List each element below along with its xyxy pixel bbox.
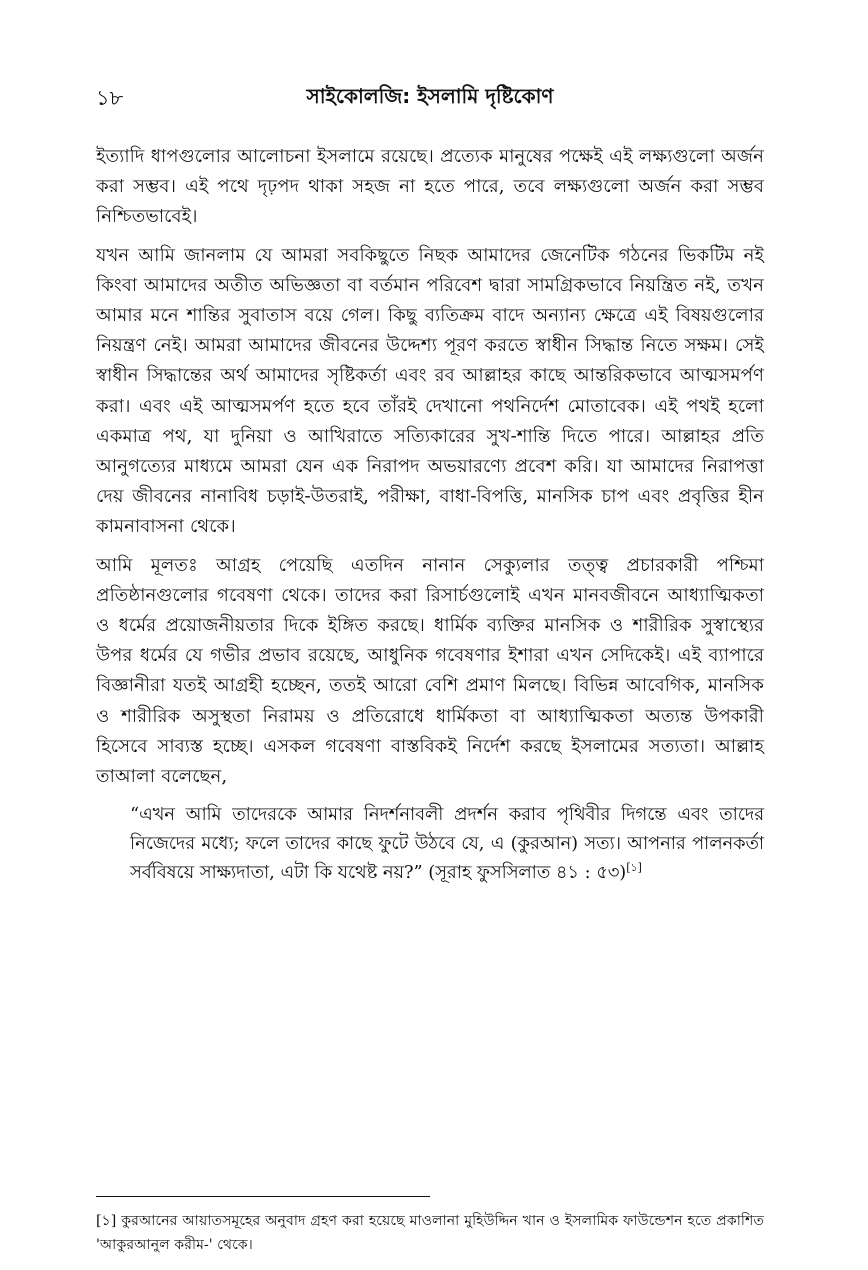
page-header xyxy=(96,82,764,118)
quran-quote xyxy=(130,800,764,887)
paragraph-3: আমি মূলতঃ আগ্রহ পেয়েছি এতদিন নানান সেক্যুলার তত্ত্ব প্রচারকারী পশ্চিমা প্রতিষ্ঠানগুলোর গবেষণা থেকে। তাদের করা রিসার্চগুলোই এখন মানবজীবনে আধ্যাত্মিকতা ও ধর্মের প্রয়োজনীয়তার দিকে ইঙ্গিত করছে। ধার্মিক ব্যক্তির মানসিক ও শারীরিক সুস্বাস্থ্যের উপর ধর্মের যে গভীর প্রভাব রয়েছে, আধুনিক গবেষণার ইশারা এখন সেদিকেই। এই ব্যাপারে বিজ্ঞানীরা যতই আগ্রহী হচ্ছেন, ততই আরো বেশি প্রমাণ মিলছে। বিভিন্ন আবেগিক, মানসিক ও শারীরিক অসুস্থতা নিরাময় ও প্রতিরোধে ধার্মিকতা বা আধ্যাত্মিকতা অত্যন্ত উপকারী হিসেবে সাব্যস্ত হচ্ছে। এসকল গবেষণা বাস্তবিকই নির্দেশ করছে ইসলামের সত্যতা। আল্লাহ তাআলা বলেছেন, xyxy=(96,554,764,788)
footnote: [১] কুরআনের আয়াতসমূহের অনুবাদ গ্রহণ করা হয়েছে মাওলানা মুহিউদ্দিন খান ও ইসলামিক ফাউন্ডেশন হতে প্রকাশিত 'আকুরআনুল করীম-' থেকে। xyxy=(96,1213,764,1253)
paragraph-1: ইত্যাদি ধাপগুলোর আলোচনা ইসলামে রয়েছে। প্রত্যেক মানুষের পক্ষেই এই লক্ষ্যগুলো অর্জন করা সম্ভব। এই পথে দৃঢ়পদ থাকা সহজ না হতে পারে, তবে লক্ষ্যগুলো অর্জন করা সম্ভব নিশ্চিতভাবেই। xyxy=(96,146,764,228)
footnote-divider xyxy=(96,1196,430,1197)
paragraph-2: যখন আমি জানলাম যে আমরা সবকিছুতে নিছক আমাদের জেনেটিক গঠনের ভিকটিম নই কিংবা আমাদের অতীত অভিজ্ঞতা বা বর্তমান পরিবেশ দ্বারা সামগ্রিকভাবে নিয়ন্ত্রিত নই, তখন আমার মনে শান্তির সুবাতাস বয়ে গেল। কিছু ব্যতিক্রম বাদে অন্যান্য ক্ষেত্রে এই বিষয়গুলোর নিয়ন্ত্রণ নেই। আমরা আমাদের জীবনের উদ্দেশ্য পূরণ করতে স্বাধীন সিদ্ধান্ত নিতে সক্ষম। সেই স্বাধীন সিদ্ধান্তের অর্থ আমাদের সৃষ্টিকর্তা এবং রব আল্লাহর কাছে আন্তরিকভাবে আত্মসমর্পণ করা। এবং এই আত্মসমর্পণ হতে হবে তাঁরই দেখানো পথনির্দেশ মোতাবেক। এই পথই হলো একমাত্র পথ, যা দুনিয়া ও আখিরাতে সত্যিকারের সুখ-শান্তি দিতে পারে। আল্লাহর প্রতি আনুগত্যের মাধ্যমে আমরা যেন এক নিরাপদ অভয়ারণ্যে প্রবেশ করি। যা আমাদের নিরাপত্তা দেয় জীবনের নানাবিধ চড়াই-উতরাই, পরীক্ষা, বাধা-বিপত্তি, মানসিক চাপ এবং প্রবৃত্তির হীন কামনাবাসনা থেকে। xyxy=(96,244,764,538)
footnote-reference[interactable]: [১] xyxy=(626,861,642,875)
running-title: সাইকোলজি: ইসলামি দৃষ্টিকোণ xyxy=(306,84,554,108)
page-number: ১৮ xyxy=(96,86,124,110)
body-text xyxy=(96,142,764,887)
quote-text: “এখন আমি তাদেরকে আমার নিদর্শনাবলী প্রদর্শন করাব পৃথিবীর দিগন্তে এবং তাদের নিজেদের মধ্যে; ফলে তাদের কাছে ফুটে উঠবে যে, এ (কুরআন) সত্য। আপনার পালনকর্তা সর্ববিষয়ে সাক্ষ্যদাতা, এটা কি যথেষ্ট নয়?” (সূরাহ ফুসসিলাত ৪১ : ৫৩) xyxy=(130,804,764,884)
